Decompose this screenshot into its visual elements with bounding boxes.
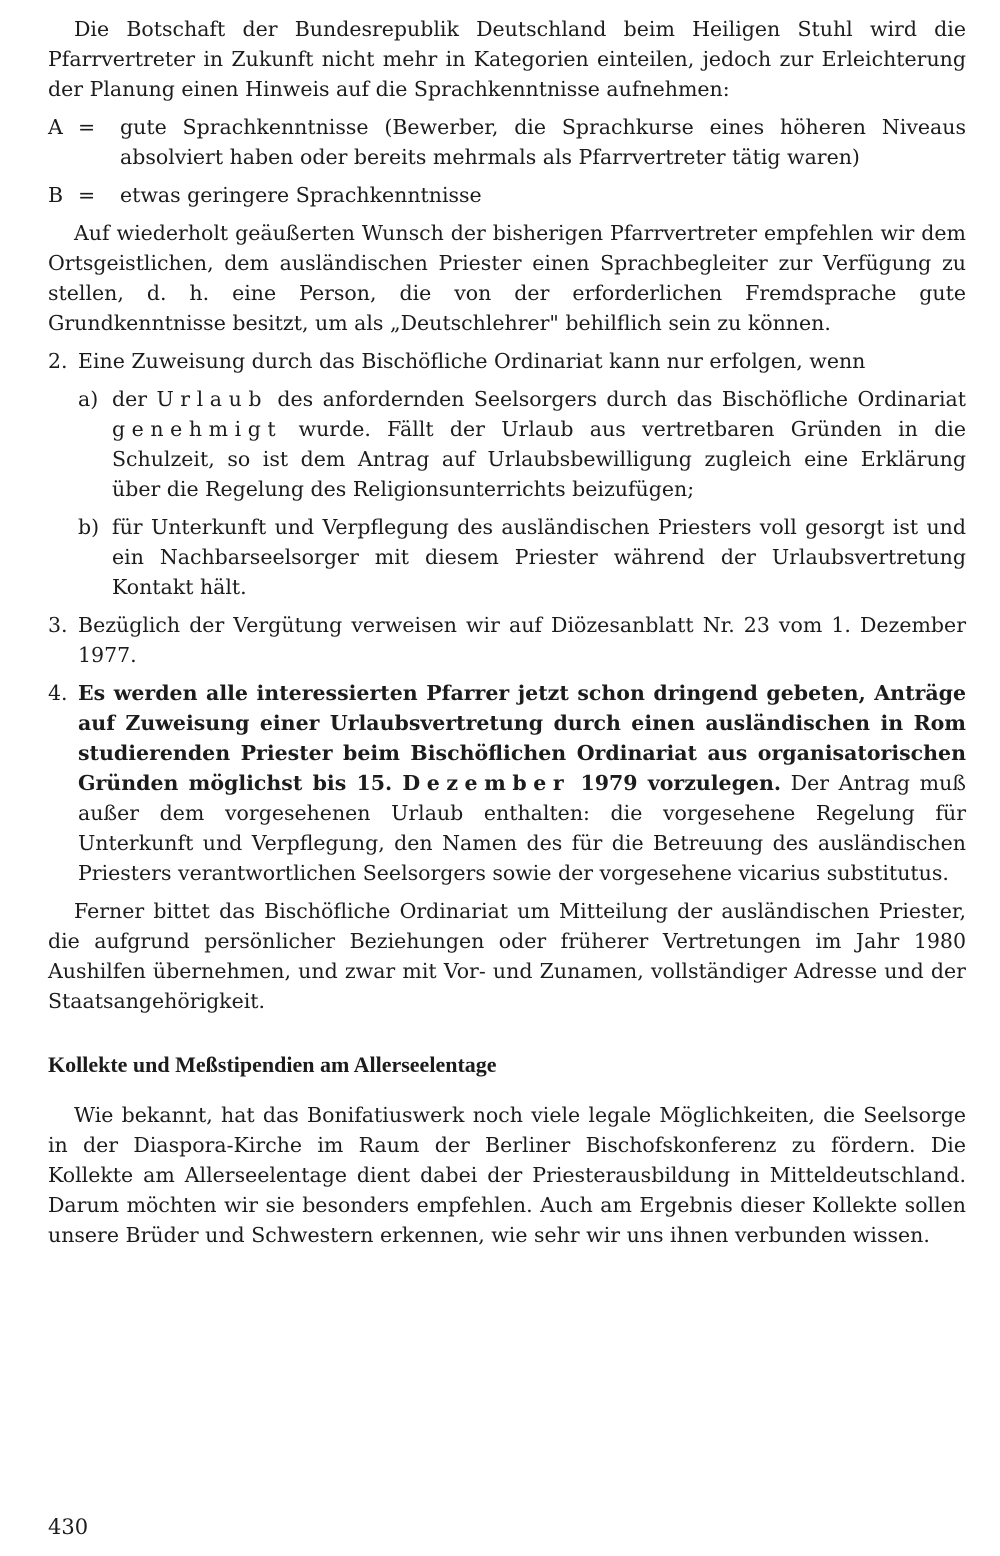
text-run: des anfordernden Seelsorgers durch das Bischöfliche Ordinariat — [268, 387, 966, 411]
wish-paragraph: Auf wiederholt geäußerten Wunsch der bisherigen Pfarrvertreter empfehlen wir dem Ortsgeistlichen, dem ausländischen Priester einen Sprachbegleiter zur Verfügung zu stellen, d. h. eine Person, die von der erforderlichen Fremdsprache gute Grundkenntnisse besitzt, um als „Deutschlehrer" behilflich sein zu können. — [48, 221, 966, 335]
bold-text: 1979 vorzulegen. — [570, 771, 782, 795]
section-heading: Kollekte und Meßstipendien am Allerseelentage — [48, 1052, 497, 1077]
list-number: 2. — [48, 349, 68, 373]
sub-label: a) — [78, 387, 99, 411]
text-run: Der Antrag muß außer dem vorgesehenen Urlaub enthalten: die vorgesehene Regelung für Unterkunft und Verpflegung, den Namen des für die Betreuung des ausländischen Priesters verantwortlichen Seelsorgers sowie der vorgesehene vicarius substitutus. — [78, 771, 966, 885]
definition-a — [48, 112, 966, 172]
sub-item-b — [48, 512, 966, 602]
sub-item-a — [48, 384, 966, 504]
list-item-body — [78, 346, 966, 376]
list-number: 4. — [48, 681, 68, 705]
spaced-word: Urlaub — [156, 387, 269, 411]
spaced-word: genehmigt — [112, 417, 283, 441]
definition-text: etwas geringere Sprachkenntnisse — [120, 183, 482, 207]
bold-text: Es werden alle interessierten Pfarrer jetzt schon dringend gebeten, Anträge auf Zuweisung einer Urlaubsvertretung durch einen ausländischen in Rom studierenden Priester beim Bischöflichen Ordinariat aus organisatorischen Gründen möglichst bis 15. — [78, 681, 966, 795]
list-item-text: Eine Zuweisung durch das Bischöfliche Ordinariat kann nur erfolgen, wenn — [78, 349, 866, 373]
definition-b — [48, 180, 966, 210]
definition-key: A — [48, 115, 63, 139]
definition-equals: = — [78, 183, 96, 207]
intro-paragraph: Die Botschaft der Bundesrepublik Deutschland beim Heiligen Stuhl wird die Pfarrvertreter in Zukunft nicht mehr in Kategorien einteilen, jedoch zur Erleichterung der Planung einen Hinweis auf die Sprachkenntnisse aufnehmen: — [48, 17, 966, 101]
text-run: wurde. Fällt der Urlaub aus vertretbaren Gründen in die Schulzeit, so ist dem Antrag auf Urlaubsbewilligung zugleich eine Erklärung über die Regelung des Religionsunterrichts beizufügen; — [112, 417, 966, 501]
ferner-paragraph: Ferner bittet das Bischöfliche Ordinariat um Mitteilung der ausländischen Priester, die aufgrund persönlicher Beziehungen oder früherer Vertretungen im Jahr 1980 Aushilfen übernehmen, und zwar mit Vor- und Zunamen, vollständiger Adresse und der Staatsangehörigkeit. — [48, 899, 966, 1013]
bonifatius-paragraph: Wie bekannt, hat das Bonifatiuswerk noch viele legale Möglichkeiten, die Seelsorge in der Diaspora-Kirche im Raum der Berliner Bischofskonferenz zu fördern. Die Kollekte am Allerseelentage dient dabei der Priesterausbildung in Mitteldeutschland. Darum möchten wir sie besonders empfehlen. Auch am Ergebnis dieser Kollekte sollen unsere Brüder und Schwestern erkennen, wie sehr wir uns ihnen verbunden wissen. — [48, 1103, 966, 1247]
definition-text: gute Sprachkenntnisse (Bewerber, die Sprachkurse eines höheren Niveaus absolviert haben oder bereits mehrmals als Pfarrvertreter tätig waren) — [120, 115, 966, 169]
list-item-text: Bezüglich der Vergütung verweisen wir auf Diözesanblatt Nr. 23 vom 1. Dezember 1977. — [78, 613, 966, 667]
bold-spaced-word: Dezember — [402, 771, 571, 795]
definition-key: B — [48, 183, 64, 207]
list-number: 3. — [48, 613, 68, 637]
sub-label: b) — [78, 515, 100, 539]
sub-item-text: für Unterkunft und Verpflegung des ausländischen Priesters voll gesorgt ist und ein Nachbarseelsorger mit diesem Priester während der Urlaubsvertretung Kontakt hält. — [112, 515, 966, 599]
sub-item-text — [112, 384, 966, 504]
list-item-2 — [48, 346, 966, 376]
page-number: 430 — [48, 1515, 89, 1539]
list-item-3 — [48, 610, 966, 670]
list-item-text — [78, 678, 966, 888]
text-run: der — [112, 387, 157, 411]
definition-equals: = — [78, 115, 96, 139]
list-item-4 — [48, 678, 966, 888]
